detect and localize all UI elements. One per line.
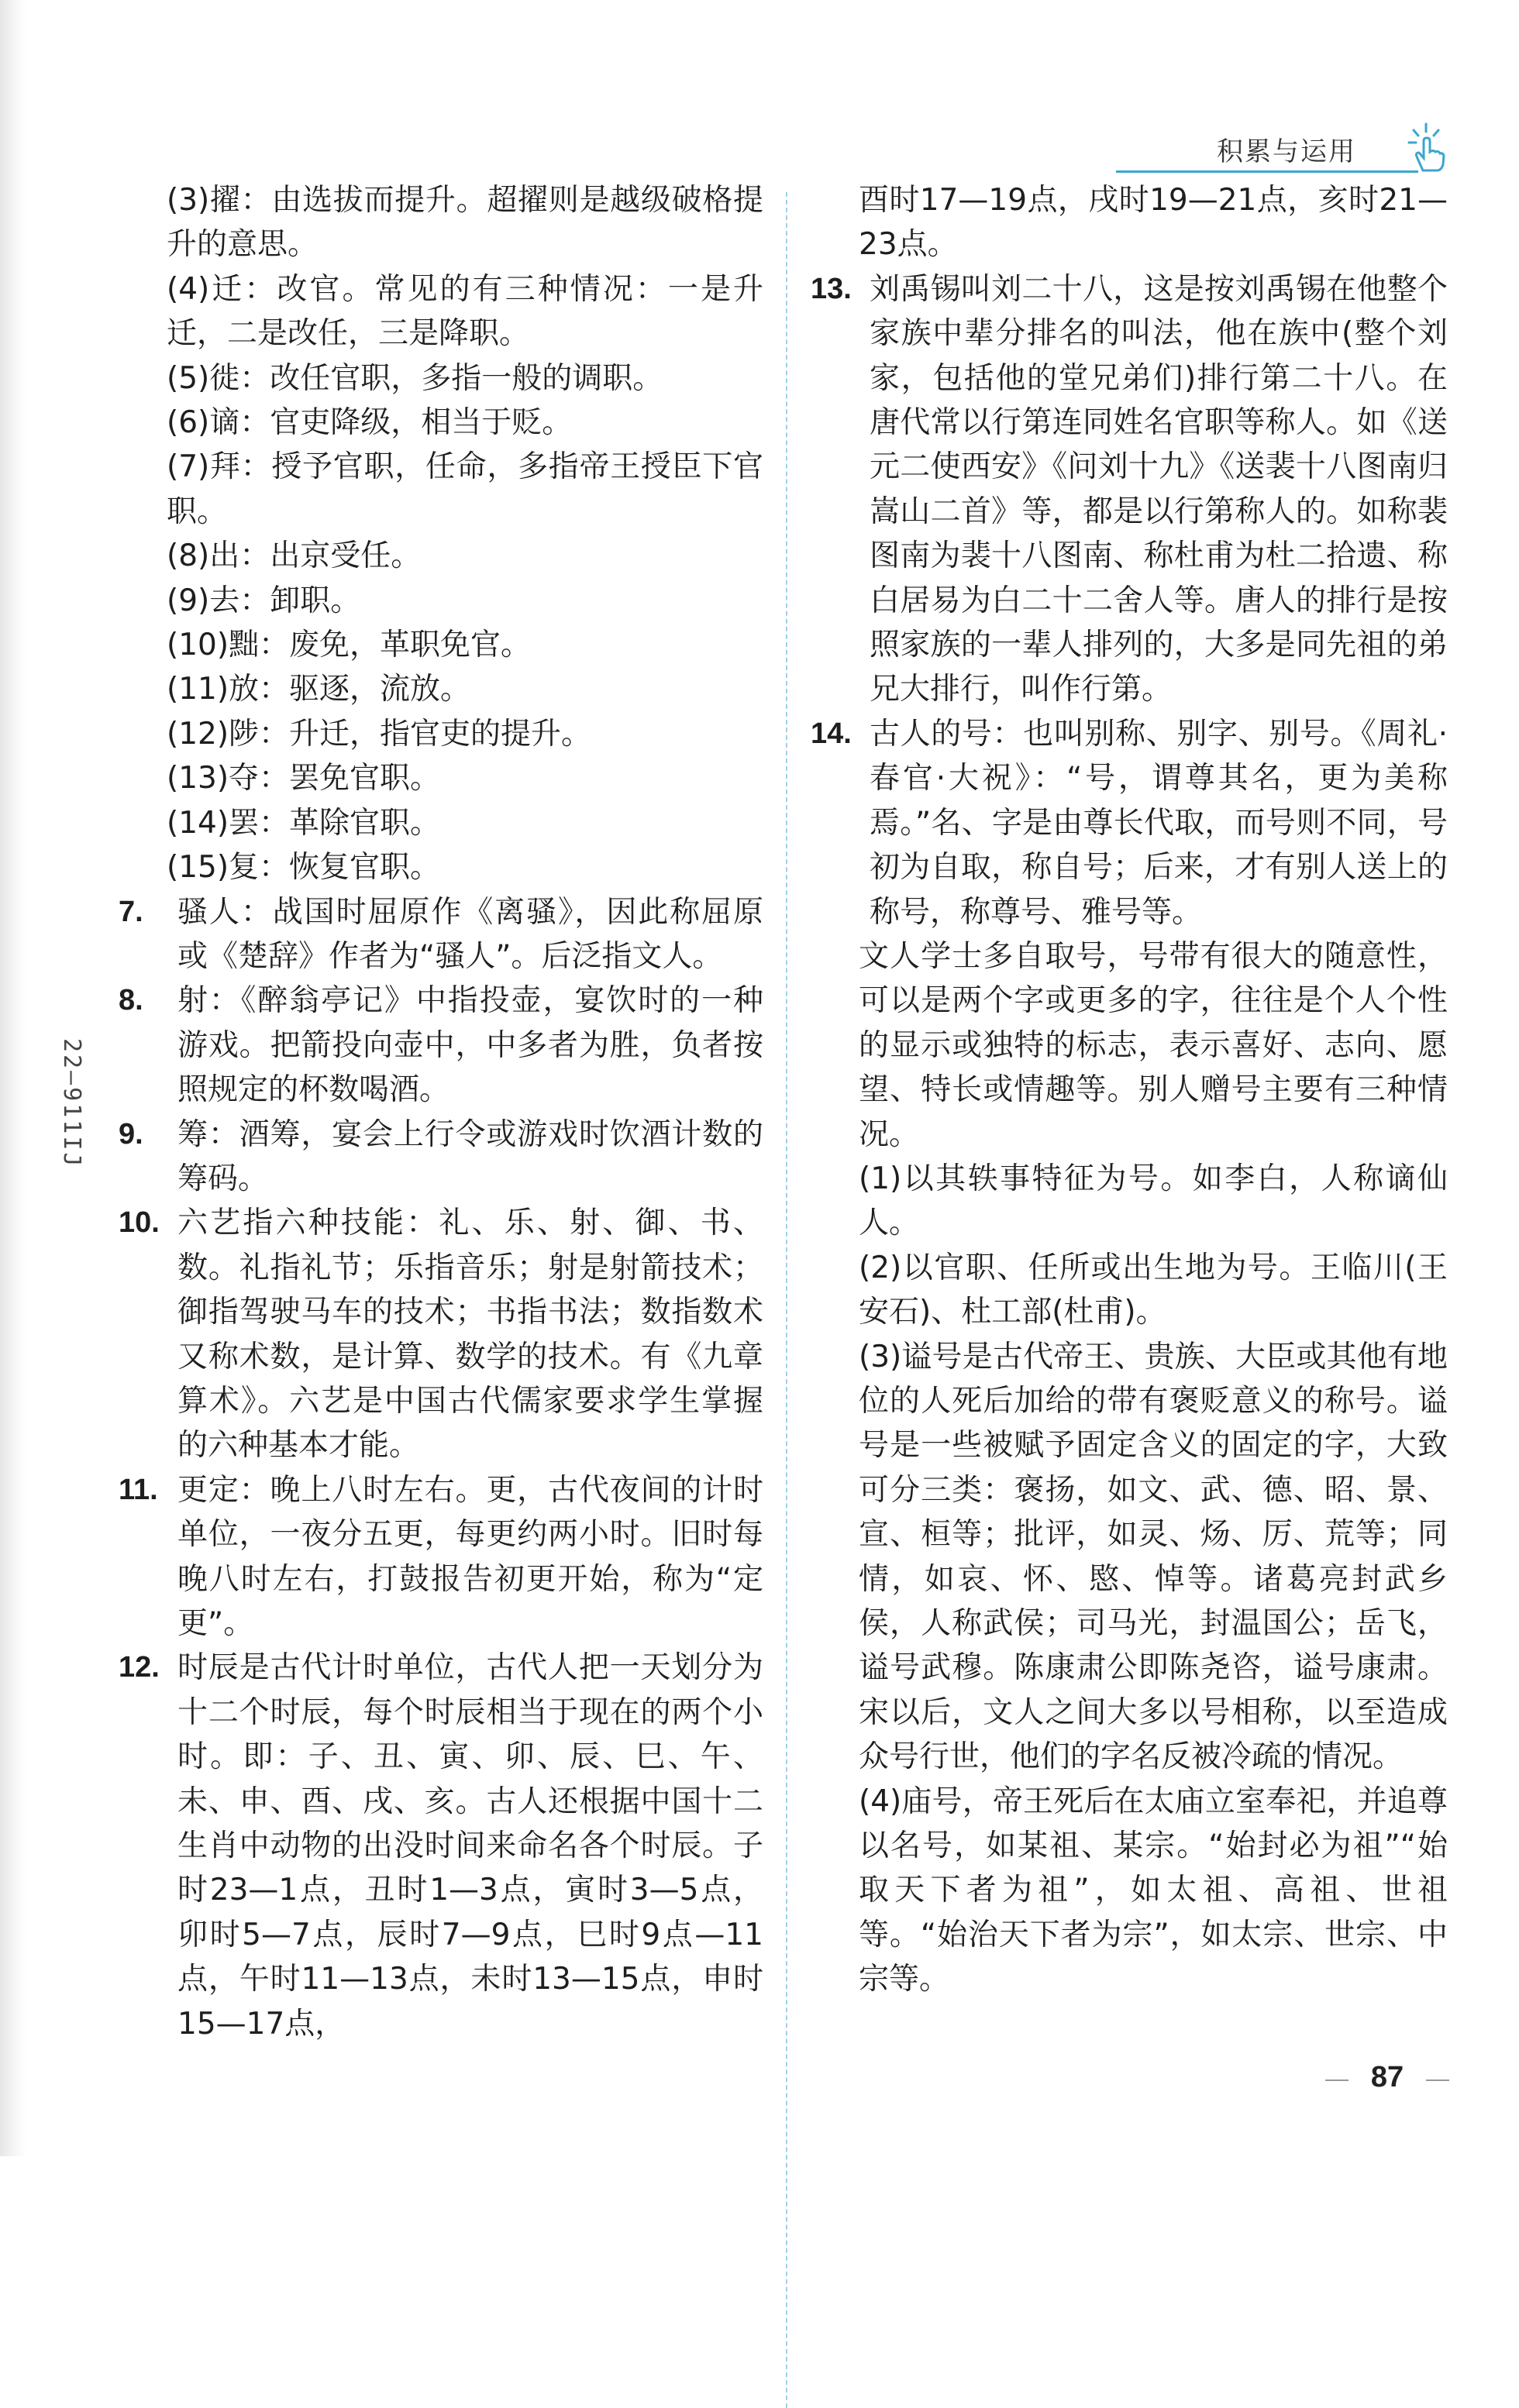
numbered-entry [119, 1201, 763, 1467]
entry-text: (3)谥号是古代帝王、贵族、大臣或其他有地位的人死后加给的带有褒贬意义的称号。谥号是一些被赋予固定含义的固定的字，大致可分三类：褒扬，如文、武、德、昭、景、宣、桓等；批评，如灵、炀、厉、荒等；同情，如哀、怀、愍、悼等。诸葛亮封武乡侯，人称武侯；司马光，封温国公；岳飞，谥号武穆。陈康肃公即陈尧咨，谥号康肃。宋以后，文人之间大多以号相称，以至造成众号行世，他们的字名反被冷疏的情况。 [859, 1339, 1448, 1775]
page-number: 87 [1318, 2061, 1457, 2094]
paragraph [859, 1157, 1448, 1246]
entry-number: 11. [119, 1473, 158, 1506]
entry-number: 7. [119, 895, 143, 928]
section-header [1116, 130, 1449, 177]
entry-text: 六艺指六种技能：礼、乐、射、御、书、数。礼指礼节；乐指音乐；射是射箭技术；御指驾驶马车的技术；书指书法；数指数术又称术数，是计算、数学的技术。有《九章算术》。六艺是中国古代儒家要求学生掌握的六种基本才能。 [177, 1206, 763, 1464]
numbered-entry [119, 1113, 763, 1202]
numbered-entry [811, 712, 1448, 934]
paragraph [167, 356, 763, 401]
entry-text: (13)夺：罢免官职。 [167, 761, 441, 796]
entry-text: (9)去：卸职。 [167, 583, 361, 618]
entry-text: 更定：晚上八时左右。更，古代夜间的计时单位，一夜分五更，每更约两小时。旧时每晚八时左右，打鼓报告初更开始，称为“定更”。 [177, 1472, 763, 1641]
entry-text: 文人学士多自取号，号带有很大的随意性，可以是两个字或更多的字，往往是个人个性的显示或独特的标志，表示喜好、志向、愿望、特长或情趣等。别人赠号主要有三种情况。 [859, 938, 1448, 1152]
entry-number: 14. [811, 717, 852, 750]
paragraph [167, 623, 763, 667]
paragraph [167, 801, 763, 845]
column-divider [786, 192, 787, 2408]
entry-text: (15)复：恢复官职。 [167, 850, 441, 886]
header-rule [1116, 170, 1418, 173]
side-print-code [31, 1030, 93, 1216]
paragraph [167, 401, 763, 445]
pointing-hand-icon [1403, 119, 1449, 174]
entry-number: 13. [811, 272, 852, 305]
paragraph [167, 845, 763, 889]
entry-number: 10. [119, 1206, 160, 1240]
entry-number: 12. [119, 1651, 160, 1684]
paragraph [859, 1335, 1448, 1780]
numbered-entry [119, 1468, 763, 1646]
entry-text: 筹：酒筹，宴会上行令或游戏时饮酒计数的筹码。 [177, 1116, 763, 1196]
paragraph [167, 712, 763, 756]
paragraph [167, 178, 763, 267]
paragraph [859, 178, 1448, 267]
entry-text: (6)谪：官吏降级，相当于贬。 [167, 405, 573, 441]
paragraph [167, 756, 763, 800]
entry-text: (7)拜：授予官职，任命，多指帝王授臣下官职。 [167, 449, 763, 529]
entry-text: (10)黜：废免，革职免官。 [167, 628, 532, 663]
numbered-entry [119, 979, 763, 1112]
entry-text: 射：《醉翁亭记》中指投壶，宴饮时的一种游戏。把箭投向壶中，中多者为胜，负者按照规定的杯数喝酒。 [177, 983, 763, 1108]
entry-text: (4)迁：改官。常见的有三种情况：一是升迁，二是改任，三是降职。 [167, 271, 763, 352]
print-code-text: 22—911IJ [58, 1038, 85, 1169]
entry-text: 骚人：战国时屈原作《离骚》，因此称屈原或《楚辞》作者为“骚人”。后泛指文人。 [177, 894, 763, 974]
entry-text: (3)擢：由选拔而提升。超擢则是越级破格提升的意思。 [167, 183, 763, 263]
numbered-entry [811, 267, 1448, 712]
paragraph [167, 579, 763, 623]
numbered-entry [119, 1646, 763, 2046]
entry-text: (8)出：出京受任。 [167, 538, 422, 574]
entry-text: (1)以其轶事特征为号。如李白，人称谪仙人。 [859, 1161, 1448, 1241]
entry-number: 9. [119, 1117, 143, 1151]
paragraph [859, 1246, 1448, 1335]
paragraph [167, 267, 763, 356]
left-column [119, 178, 763, 2046]
entry-text: (14)罢：革除官职。 [167, 805, 441, 841]
entry-text: (5)徙：改任官职，多指一般的调职。 [167, 360, 663, 396]
entry-text: 酉时17—19点，戌时19—21点，亥时21—23点。 [859, 183, 1448, 263]
entry-text: 刘禹锡叫刘二十八，这是按刘禹锡在他整个家族中辈分排名的叫法，他在族中(整个刘家，包括他的堂兄弟们)排行第二十八。在唐代常以行第连同姓名官职等称人。如《送元二使西安》《问刘十九》《送裴十八图南归嵩山二首》等，都是以行第称人的。如称裴图南为裴十八图南、称杜甫为杜二拾遗、称白居易为白二十二舍人等。唐人的排行是按照家族的一辈人排列的，大多是同先祖的弟兄大排行，叫作行第。 [870, 271, 1448, 707]
entry-text: 时辰是古代计时单位，古代人把一天划分为十二个时辰，每个时辰相当于现在的两个小时。即：子、丑、寅、卯、辰、巳、午、未、申、酉、戌、亥。古人还根据中国十二生肖中动物的出没时间来命名各个时辰。子时23—1点，丑时1—3点，寅时3—5点，卯时5—7点，辰时7—9点，巳时9点—11点，午时11—13点，未时13—15点，申时15—17点， [177, 1650, 763, 2042]
entry-number: 8. [119, 984, 143, 1017]
paragraph [167, 445, 763, 534]
numbered-entry [119, 890, 763, 979]
paragraph [859, 1780, 1448, 2002]
paragraph [167, 667, 763, 711]
entry-text: (4)庙号，帝王死后在太庙立室奉祀，并追尊以名号，如某祖、某宗。“始封必为祖”“始取天下者为祖”，如太祖、高祖、世祖等。“始治天下者为宗”，如太宗、世宗、中宗等。 [859, 1784, 1448, 1997]
entry-text: (2)以官职、任所或出生地为号。王临川(王安石)、杜工部(杜甫)。 [859, 1250, 1448, 1330]
paragraph [859, 934, 1448, 1157]
entry-text: 古人的号：也叫别称、别字、别号。《周礼·春官·大祝》：“号，谓尊其名，更为美称焉。”名、字是由尊长代取，而号则不同，号初为自取，称自号；后来，才有别人送上的称号，称尊号、雅号等。 [870, 716, 1448, 930]
entry-text: (11)放：驱逐，流放。 [167, 672, 471, 707]
paragraph [167, 534, 763, 578]
page-edge-shadow [0, 0, 26, 2156]
entry-text: (12)陟：升迁，指官吏的提升。 [167, 716, 592, 752]
right-column [811, 178, 1448, 2002]
section-title: 积累与运用 [1217, 136, 1356, 167]
